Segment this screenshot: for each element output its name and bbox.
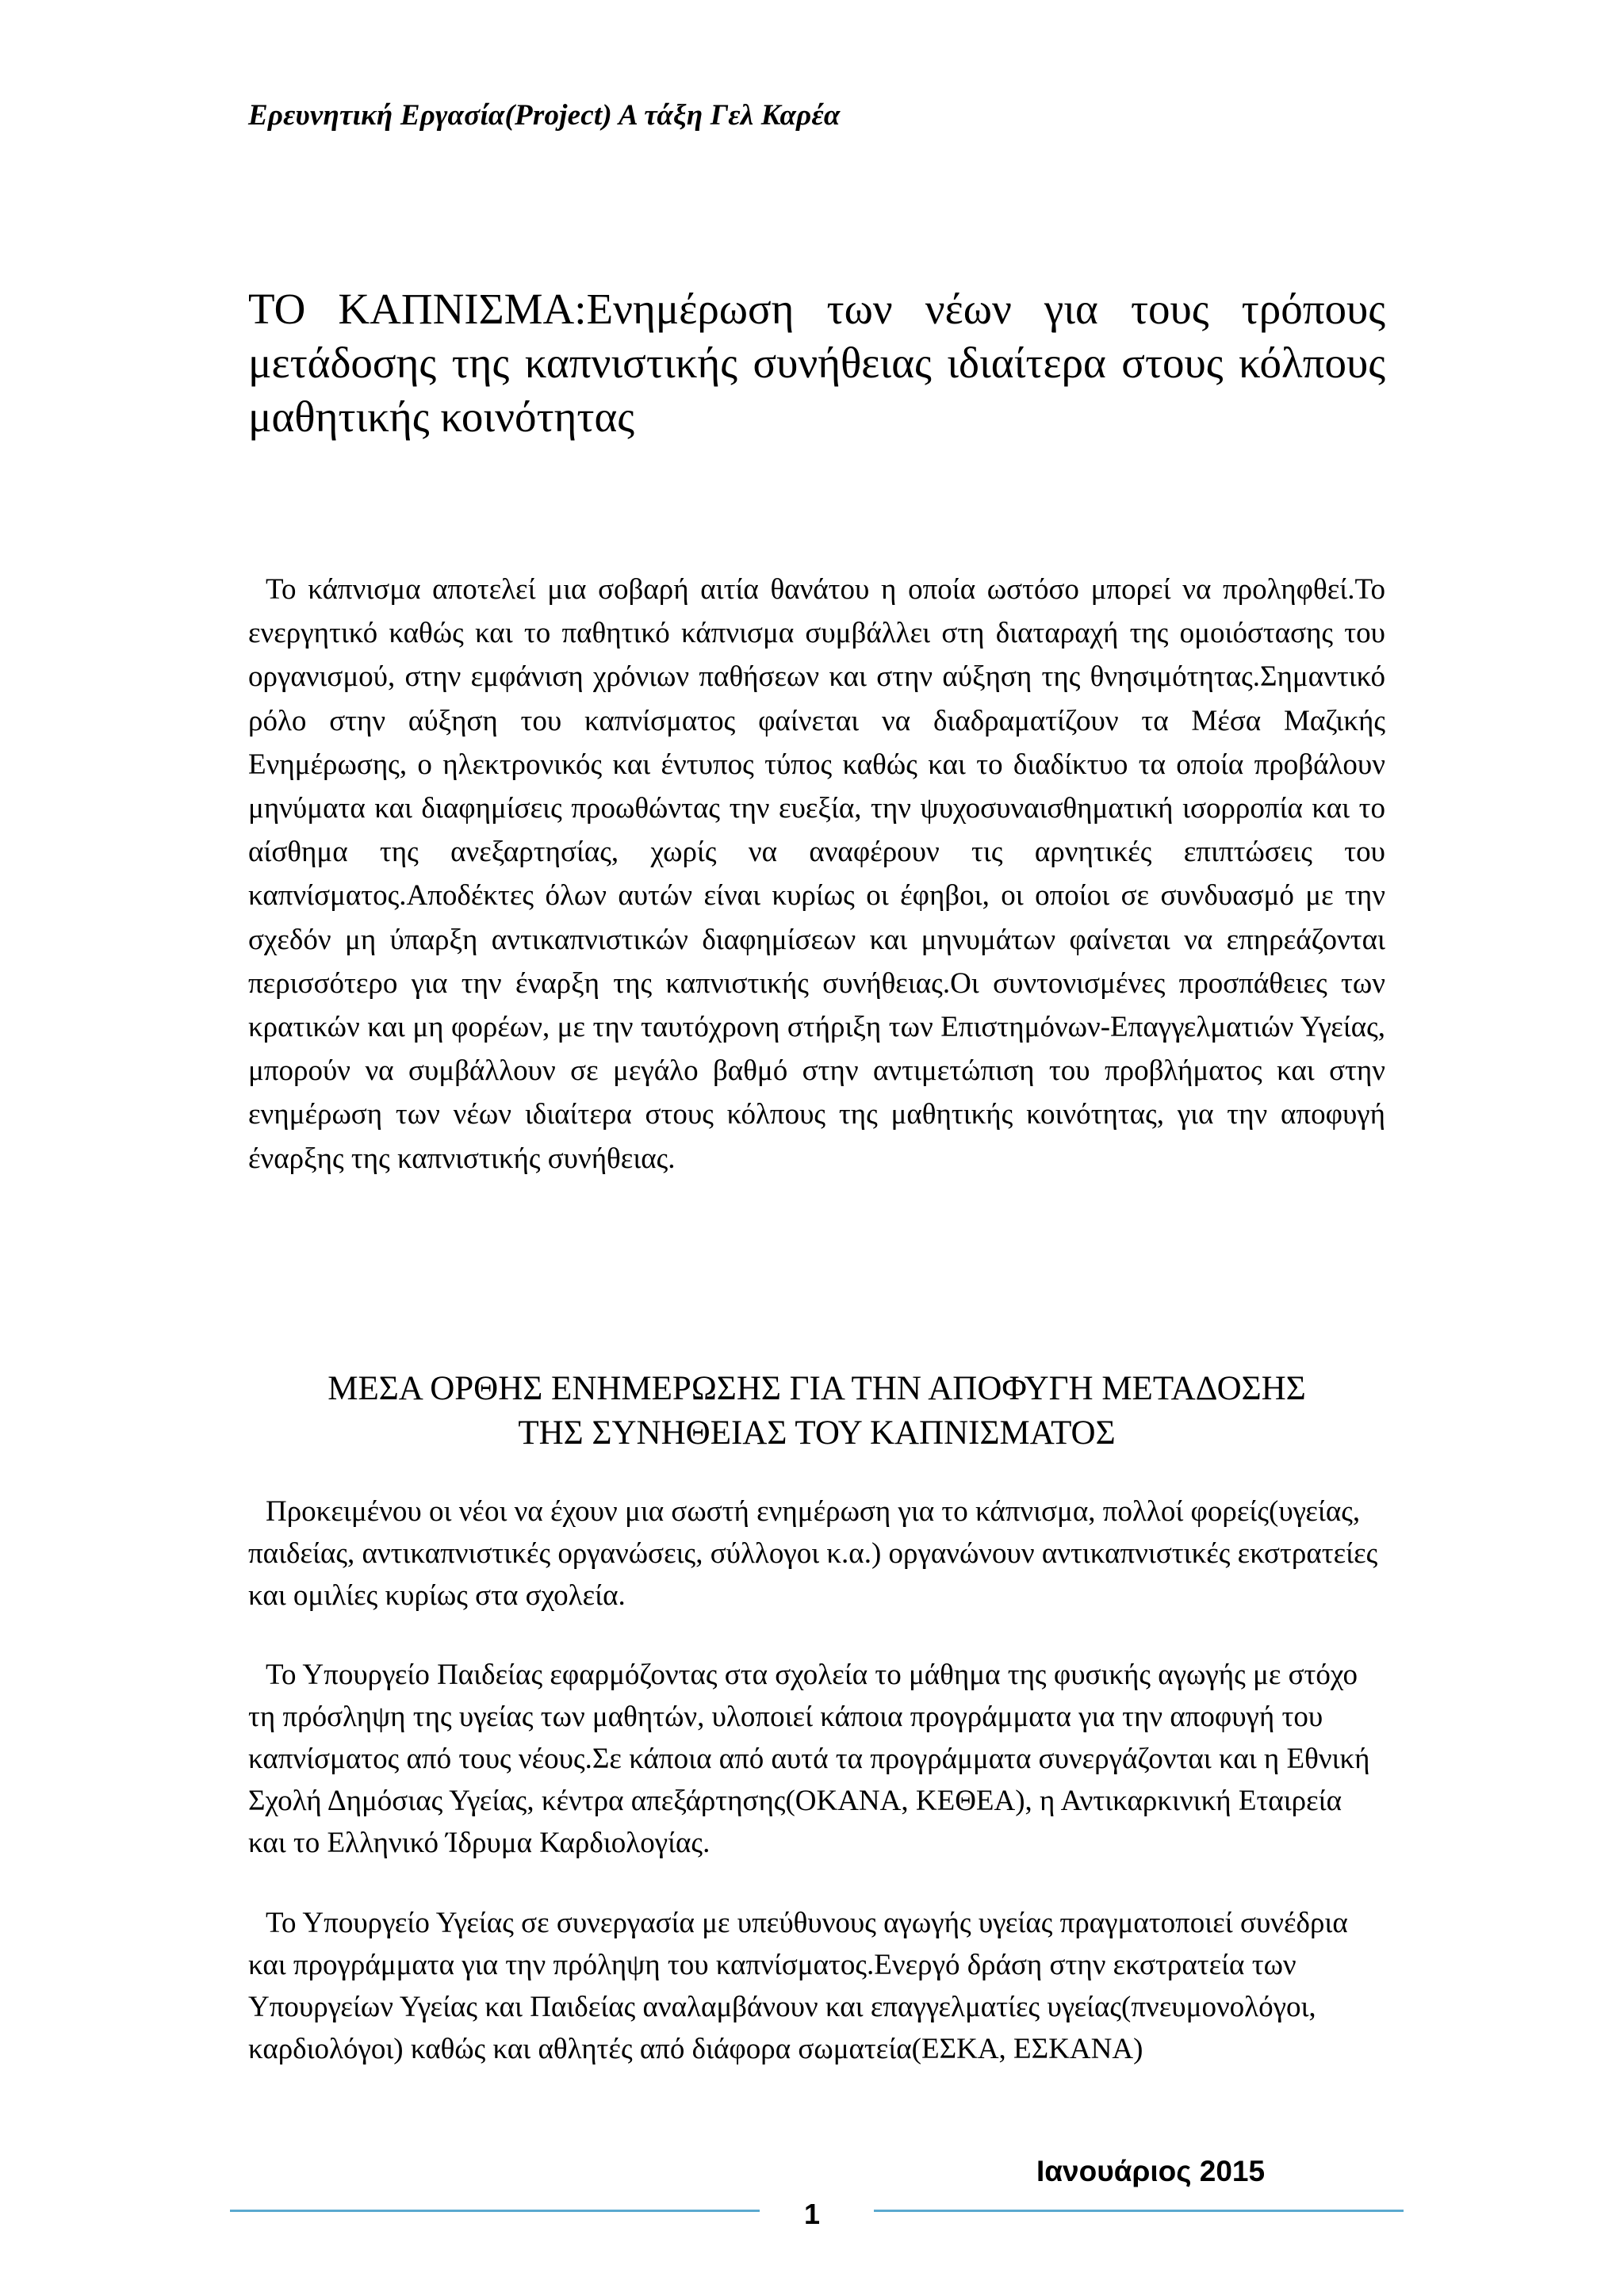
body-paragraph-1: Προκειμένου οι νέοι να έχουν μια σωστή ενημέρωση για το κάπνισμα, πολλοί φορείς(υγείας, παιδείας, αντικαπνιστικές οργανώσεις, σύλλογοι κ.α.) οργανώνουν αντικαπνιστικές εκστρατείες και ομιλίες κυρίως στα σχολεία. xyxy=(248,1495,1378,1612)
document-title: ΤΟ ΚΑΠΝΙΣΜΑ:Ενημέρωση των νέων για τους τρόπους μετάδοσης της καπνιστικής συνήθειας ιδιαίτερα στους κόλπους μαθητικής κοινότητας xyxy=(248,285,1385,441)
footer-rule-left xyxy=(230,2210,760,2212)
body-paragraph-3: Το Υπουργείο Υγείας σε συνεργασία με υπεύθυνους αγωγής υγείας πραγματοποιεί συνέδρια και προγράμματα για την πρόληψη του καπνίσματος.Ενεργό δράση στην εκστρατεία των Υπουργείων Υγείας και Παιδείας αναλαμβάνουν και επαγγελματίες υγείας(πνευμονολόγοι, καρδιολόγοι) καθώς και αθλητές από διάφορα σωματεία(ΕΣΚΑ, ΕΣΚΑΝΑ) xyxy=(248,1907,1348,2065)
body-paragraph-2: Το Υπουργείο Παιδείας εφαρμόζοντας στα σχολεία το μάθημα της φυσικής αγωγής με στόχο τη πρόσληψη της υγείας των μαθητών, υλοποιεί κάποια προγράμματα για την αποφυγή του καπνίσματος από τους νέους.Σε κάποια από αυτά τα προγράμματα συνεργάζονται και η Εθνική Σχολή Δημόσιας Υγείας, κέντρα απεξάρτησης(ΟΚΑΝΑ, ΚΕΘΕΑ), η Αντικαρκινική Εταιρεία και το Ελληνικό Ίδρυμα Καρδιολογίας. xyxy=(248,1659,1370,1859)
footer-date: Ιανουάριος 2015 xyxy=(1036,2155,1266,2187)
running-header: Ερευνητική Εργασία(Project) Α τάξη Γελ Καρέα xyxy=(248,99,841,132)
section-heading xyxy=(248,1367,1385,1456)
intro-paragraph: Το κάπνισμα αποτελεί μια σοβαρή αιτία θανάτου η οποία ωστόσο μπορεί να προληφθεί.Το ενεργητικό καθώς και το παθητικό κάπνισμα συμβάλλει στη διαταραχή της ομοιόστασης του οργανισμού, στην εμφάνιση χρόνιων παθήσεων και στην αύξηση της θνησιμότητας.Σημαντικό ρόλο στην αύξηση του καπνίσματος φαίνεται να διαδραματίζουν τα Μέσα Μαζικής Ενημέρωσης, ο ηλεκτρονικός και έντυπος τύπος καθώς και το διαδίκτυο τα οποία προβάλουν μηνύματα και διαφημίσεις προωθώντας την ευεξία, την ψυχοσυναισθηματική ισορροπία και το αίσθημα της ανεξαρτησίας, χωρίς να αναφέρουν τις αρνητικές επιπτώσεις του καπνίσματος.Αποδέκτες όλων αυτών είναι κυρίως οι έφηβοι, οι οποίοι σε συνδυασμό με την σχεδόν μη ύπαρξη αντικαπνιστικών διαφημίσεων και μηνυμάτων φαίνεται να επηρεάζονται περισσότερο για την έναρξη της καπνιστικής συνήθειας.Οι συντονισμένες προσπάθειες των κρατικών και μη φορέων, με την ταυτόχρονη στήριξη των Επιστημόνων-Επαγγελματιών Υγείας, μπορούν να συμβάλλουν σε μεγάλο βαθμό στην αντιμετώπιση του προβλήματος και στην ενημέρωση των νέων ιδιαίτερα στους κόλπους της μαθητικής κοινότητας, για την αποφυγή έναρξης της καπνιστικής συνήθειας. xyxy=(248,573,1385,1175)
section-heading-line-2: ΤΗΣ ΣΥΝΗΘΕΙΑΣ ΤΟΥ ΚΑΠΝΙΣΜΑΤΟΣ xyxy=(518,1414,1116,1452)
footer-rule-right xyxy=(874,2210,1404,2212)
section-heading-line-1: ΜΕΣΑ ΟΡΘΗΣ ΕΝΗΜΕΡΩΣΗΣ ΓΙΑ ΤΗΝ ΑΠΟΦΥΓΗ ΜΕΤΑΔΟΣΗΣ xyxy=(327,1370,1306,1407)
page-number: 1 xyxy=(803,2198,821,2230)
